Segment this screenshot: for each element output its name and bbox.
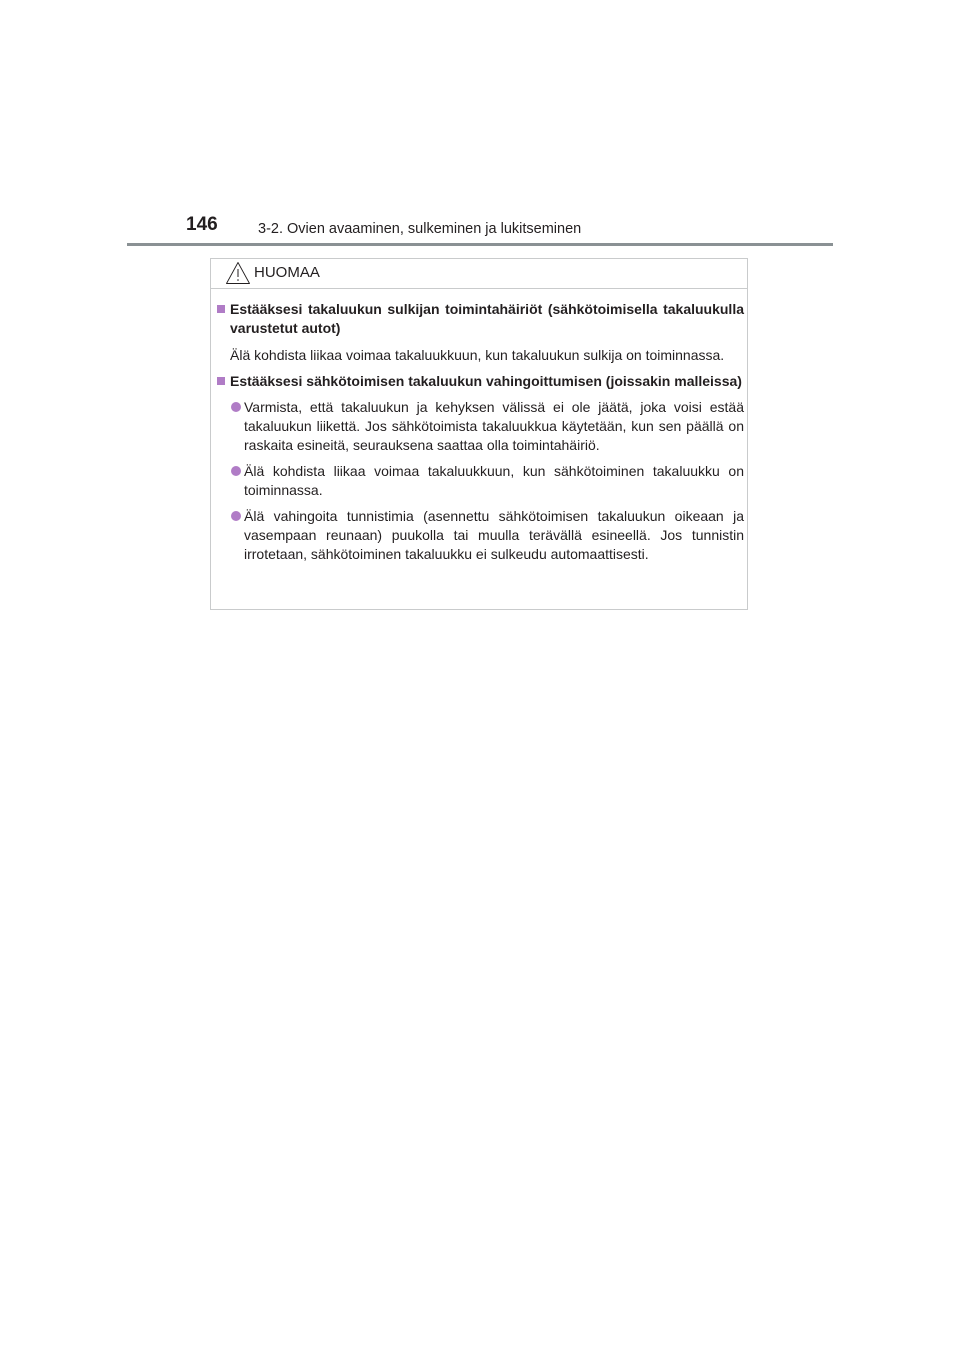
header-rule <box>127 243 833 246</box>
sub-item-text: Älä kohdista liikaa voimaa takaluukkuun, kun sähkötoiminen takaluukku on toiminnassa. <box>244 463 744 498</box>
square-bullet-icon <box>217 305 225 313</box>
spacer <box>216 365 744 372</box>
notice-item-power-tailgate-damage <box>216 372 744 564</box>
round-bullet-icon <box>231 511 241 521</box>
round-bullet-icon <box>231 466 241 476</box>
sub-item-text: Älä vahingoita tunnistimia (asennettu sähkötoimisen takaluukun oikeaan ja vasempaan reunaan) puukolla tai muulla terävällä esineellä. Jos tunnistin irrotetaan, sähkötoiminen takaluukku ei sulkeudu automaattisesti. <box>244 508 744 562</box>
sub-item <box>230 462 744 500</box>
sub-item <box>230 507 744 564</box>
notice-box <box>210 258 748 610</box>
section-title: 3-2. Ovien avaaminen, sulkeminen ja lukitseminen <box>258 221 582 237</box>
notice-label: HUOMAA <box>254 264 320 281</box>
notice-item-closer-malfunction <box>216 300 744 365</box>
item-heading: Estääksesi takaluukun sulkijan toimintahäiriöt (sähkötoimisella takaluukulla varustetut autot) <box>230 301 744 336</box>
notice-header <box>211 259 747 289</box>
item-paragraph: Älä kohdista liikaa voimaa takaluukkuun, kun takaluukun sulkija on toiminnassa. <box>230 347 725 363</box>
page-number: 146 <box>186 214 218 235</box>
notice-body <box>216 300 744 564</box>
square-bullet-icon <box>217 377 225 385</box>
warning-triangle-icon <box>225 261 251 285</box>
round-bullet-icon <box>231 402 241 412</box>
sub-item <box>230 398 744 455</box>
sub-item-text: Varmista, että takaluukun ja kehyksen välissä ei ole jäätä, joka voisi estää takaluukun liikettä. Jos sähkötoimista takaluukkua käytetään, kun sen päällä on raskaita esineitä, seurauksena saattaa olla toimintahäiriö. <box>244 399 744 453</box>
item-heading: Estääksesi sähkötoimisen takaluukun vahingoittumisen (joissakin malleissa) <box>230 373 742 389</box>
